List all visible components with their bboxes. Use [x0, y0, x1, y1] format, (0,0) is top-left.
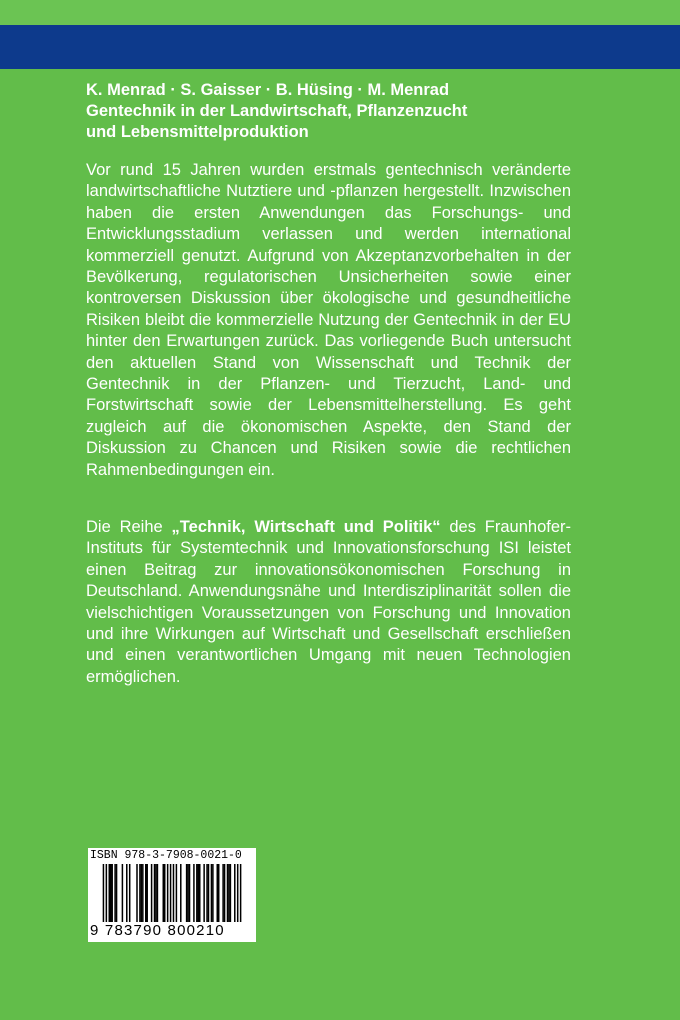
barcode-bar [139, 864, 141, 922]
barcode-bar [230, 864, 232, 922]
blurb-paragraph: Vor rund 15 Jahren wurden erstmals gentechnisch veränderte landwirtschaftliche Nutztiere und -pflanzen hergestellt. Inzwischen haben die ersten Anwendungen das Forschungs- und Entwicklungsstadium verlassen und werden international kommerziell genutzt. Aufgrund von Akzeptanzvorbehalten in der Bevölkerung, regulatorischen Unsicherheiten sowie einer kontroversen Diskussion über ökologische und gesundheitliche Risiken bleibt die kommerzielle Nutzung der Gentechnik in der EU hinter den Erwartungen zurück. Das vorliegende Buch untersucht den aktuellen Stand von Wissenschaft und Technik der Gentechnik in der Pflanzen- und Tierzucht, Land- und Forstwirtschaft sowie der Lebensmittelherstellung. Es geht zugleich auf die ökonomischen Aspekte, den Stand der Diskussion zu Chancen und Risiken sowie die rechtlichen Rahmenbedingungen ein. [86, 161, 571, 479]
barcode-bar [146, 864, 148, 922]
series-paragraph-suffix: des Fraunhofer-Instituts für Systemtechnik und Innovationsforschung ISI leistet einen Beitrag zur innovationsökonomischen Forschung in Deutschland. Anwendungsnähe und Interdisziplinarität sollen die vielschichtigen Voraussetzungen von Forschung und Innovation und ihre Wirkungen auf Wirtschaft und Gesellschaft erschließen und einen verantwortlichen Umgang mit neuen Technologien ermöglichen. [86, 518, 572, 686]
barcode-bar [227, 864, 229, 922]
barcode-bar [106, 864, 108, 922]
barcode-bar [163, 864, 165, 922]
barcode-bar [218, 864, 220, 922]
barcode-bar [176, 864, 178, 922]
barcode-bars [91, 864, 253, 922]
ean-digits: 9 783790 800210 [90, 922, 225, 939]
barcode-bar [228, 864, 230, 922]
barcode-bar [170, 864, 172, 922]
book-title-line-2: und Lebensmittelproduktion [86, 123, 309, 141]
barcode-label [88, 848, 256, 942]
barcode-bar [234, 864, 236, 922]
barcode-bar [167, 864, 169, 922]
barcode-bar [212, 864, 214, 922]
series-paragraph-prefix: Die Reihe [86, 518, 172, 536]
barcode-bar [126, 864, 128, 922]
barcode-bar [136, 864, 138, 922]
series-paragraph [86, 517, 571, 688]
barcode-bar [180, 864, 182, 922]
barcode-bar [211, 864, 213, 922]
barcode-bar [157, 864, 159, 922]
barcode-bar [198, 864, 200, 922]
barcode-bar [224, 864, 226, 922]
barcode-bar [189, 864, 191, 922]
barcode-bar [206, 864, 208, 922]
barcode-bar [103, 864, 105, 922]
barcode-bar [222, 864, 224, 922]
barcode-bar [173, 864, 175, 922]
barcode-bar [141, 864, 143, 922]
barcode-bar [208, 864, 210, 922]
barcode-bar [154, 864, 156, 922]
book-title-line-1: Gentechnik in der Landwirtschaft, Pflanzenzucht [86, 102, 468, 120]
barcode-bar [116, 864, 118, 922]
barcode-bar [155, 864, 157, 922]
barcode-bar [129, 864, 131, 922]
barcode-bar [240, 864, 242, 922]
publisher-color-band [0, 25, 680, 69]
barcode-bar [142, 864, 144, 922]
barcode-bar [114, 864, 116, 922]
series-name: „Technik, Wirtschaft und Politik“ [171, 518, 441, 536]
isbn-text: ISBN 978-3-7908-0021-0 [90, 849, 242, 862]
barcode-bar [199, 864, 201, 922]
top-green-strip [0, 0, 680, 25]
book-header [86, 80, 586, 143]
barcode-bar [109, 864, 111, 922]
authors: K. Menrad · S. Gaisser · B. Hüsing · M. Menrad [86, 81, 450, 99]
barcode-bar [196, 864, 198, 922]
barcode-bar [111, 864, 113, 922]
barcode-bar [217, 864, 219, 922]
barcode-bar [237, 864, 239, 922]
barcode-bar [110, 864, 112, 922]
barcode-bar [203, 864, 205, 922]
barcode-bar [122, 864, 124, 922]
barcode-bar [164, 864, 166, 922]
barcode-bar [151, 864, 153, 922]
barcode-bar [193, 864, 195, 922]
barcode-bar [145, 864, 147, 922]
barcode-bar [186, 864, 188, 922]
barcode-bar [187, 864, 189, 922]
